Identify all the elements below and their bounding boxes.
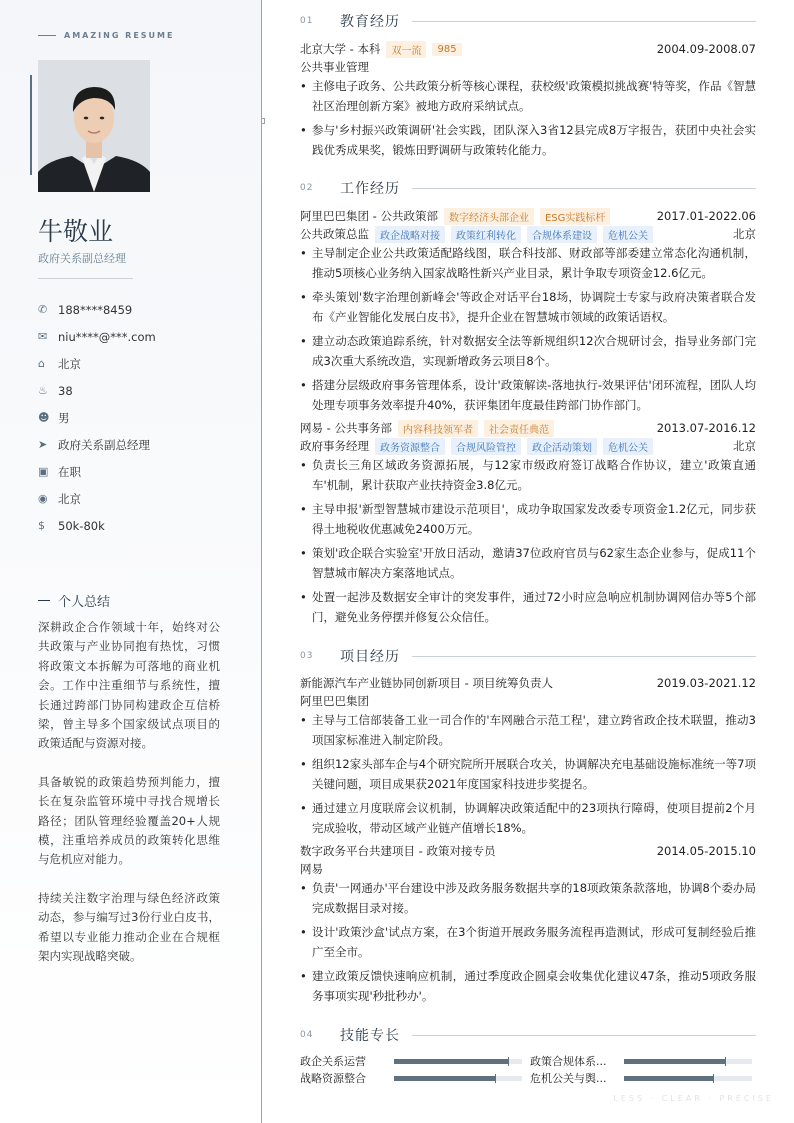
skill-bar-fill [624,1076,714,1081]
info-age [38,377,156,404]
summary-heading-text: 个人总结 [58,595,111,610]
role-tag: 政企活动策划 [527,438,597,455]
info-salary [38,512,156,539]
skill-label: 政策合规体系... [530,1055,607,1068]
list-item: • 组织12家头部车企与4个研究院所开展联合攻关，协调解决充电基础设施标准统一等7项关键问题，项目成果获2021年度国家科技进步奖提名。 [300,754,756,794]
education-date: 2004.09-2008.07 [656,42,756,56]
project-date: 2019.03-2021.12 [656,676,756,690]
job-tag: 数字经济头部企业 [444,208,534,225]
role-tag: 政策红利转化 [451,226,521,243]
role-tag: 政务资源整合 [375,438,445,455]
education-tag: 双一流 [386,41,426,58]
summary-heading [38,591,110,610]
list-item: • 通过建立月度联席会议机制，协调解决政策适配中的23项执行障碍，使项目提前2个月完成验收，带动区域产业链产值增长18%。 [300,798,756,838]
role-tag: 合规体系建设 [527,226,597,243]
education-tag: 985 [432,43,461,56]
skill-item [300,1070,522,1086]
skill-bar-fill [394,1059,509,1064]
mail-icon: ✉ [38,330,48,343]
info-gender [38,404,156,431]
section-divider [412,188,756,189]
job-tag: 社会责任典范 [484,420,554,437]
job-bullets [300,243,756,419]
project-bullets [300,710,756,842]
job-company: 网易 - 公共事务部 [300,421,392,435]
phone-icon: ✆ [38,303,48,316]
project-name: 数字政务平台共建项目 - 政策对接专员 [300,844,496,858]
job-date: 2017.01-2022.06 [656,209,756,223]
role-tag: 政企战略对接 [375,226,445,243]
list-item: • 设计'政策沙盒'试点方案，在3个街道开展政务服务流程再造测试，形成可复制经验后推广至全市。 [300,922,756,962]
skill-item [300,1053,522,1069]
info-text: niu****@***.com [58,329,156,344]
profile-name: 牛敬业 [38,217,114,246]
job-header-row [300,207,756,225]
list-item: • 负责'一网通办'平台建设中涉及政务服务数据共享的18项政策条款落地，协调8个委办局完成数据目录对接。 [300,878,756,918]
education-school: 北京大学 - 本科 [300,42,381,56]
job-role: 政府事务经理 [300,439,369,453]
summary-body [38,618,220,986]
list-item: • 处置一起涉及数据安全审计的突发事件，通过72小时应急响应机制协调网信办等5个部门，避免业务停摆并修复公众信任。 [300,587,756,627]
contact-info-list [38,296,156,539]
skill-bar [624,1076,752,1081]
info-text: 政府关系副总经理 [58,437,150,452]
info-text: 北京 [58,356,81,371]
briefcase-icon: ▣ [38,465,49,478]
cake-icon: ♨ [38,384,48,397]
skill-label: 危机公关与舆... [530,1072,607,1085]
skill-bar-cap [495,1074,496,1083]
list-item: • 参与'乡村振兴政策调研'社会实践，团队深入3省12县完成8万字报告，获团中央社会实践优秀成果奖，锻炼田野调研与政策转化能力。 [300,120,756,160]
list-item: • 建立政策反馈快速响应机制，通过季度政企圆桌会收集优化建议47条，推动5项政务服务事项实现'秒批秒办'。 [300,966,756,1006]
info-text: 188****8459 [58,302,133,317]
section-title: 工作经历 [340,181,400,197]
brand-text: AMAZING RESUME [64,31,175,40]
skill-item [530,1070,752,1086]
job-role-row [300,437,756,455]
project-bullets [300,878,756,1010]
skill-bar-cap [725,1057,726,1066]
list-item: • 主修电子政务、公共政策分析等核心课程，获校级'政策模拟挑战赛'特等奖，作品《智慧社区治理创新方案》被地方政府采纳试点。 [300,76,756,116]
salary-icon: $ [38,519,45,532]
info-location [38,485,156,512]
skill-label: 战略资源整合 [300,1072,366,1085]
job-city: 北京 [733,227,756,241]
brand-label [38,31,174,40]
info-phone [38,296,156,323]
brand-line [38,35,56,36]
section-projects-header [300,646,756,666]
role-tag: 合规风险管控 [451,438,521,455]
watermark-text: LESS · CLEAR · PRECISE [613,1094,774,1103]
skill-bar [394,1059,522,1064]
section-divider [412,656,756,657]
info-hometown [38,350,156,377]
education-major: 公共事业管理 [300,60,369,74]
skill-bar-fill [394,1076,496,1081]
section-work-header [300,178,756,198]
summary-paragraph: 具备敏锐的政策趋势预判能力，擅长在复杂监管环境中寻找合规增长路径；团队管理经验覆盖20+人规模，注重培养成员的政策转化思维与危机应对能力。 [38,774,220,867]
project-org-row [300,860,756,878]
education-row [300,40,756,58]
profile-title: 政府关系副总经理 [38,252,126,265]
summary-heading-line [38,600,50,601]
list-item: • 主导申报'新型智慧城市建设示范项目'，成功争取国家发改委专项资金1.2亿元，同步获得土地税收优惠减免2400万元。 [300,499,756,539]
skill-bar [624,1059,752,1064]
skill-label: 政企关系运营 [300,1055,366,1068]
skill-bar [394,1076,522,1081]
info-text: 50k-80k [58,518,105,533]
section-title: 教育经历 [340,14,400,30]
sidebar-edge-marker [261,118,265,124]
job-tag: ESG实践标杆 [540,208,610,225]
list-item: • 负责长三角区域政务资源拓展，与12家市级政府签订战略合作协议，建立'政策直通车'机制，累计获取产业扶持资金3.8亿元。 [300,455,756,495]
section-number: 04 [300,1030,314,1040]
project-date: 2014.05-2015.10 [656,844,756,858]
education-major-row [300,58,756,76]
job-city: 北京 [733,439,756,453]
name-divider [38,278,133,279]
location-icon: ◉ [38,492,48,505]
sidebar [0,0,262,1123]
section-number: 03 [300,651,314,661]
section-skills-header [300,1025,756,1045]
job-company: 阿里巴巴集团 - 公共政策部 [300,209,438,223]
job-tag: 内容科技领军者 [398,420,478,437]
info-text: 在职 [58,464,81,479]
info-text: 男 [58,410,70,425]
section-divider [412,1035,756,1036]
section-number: 02 [300,183,314,193]
list-item: • 策划'政企联合实验室'开放日活动，邀请37位政府官员与62家生态企业参与，促成11个智慧城市解决方案落地试点。 [300,543,756,583]
skill-bar-fill [624,1059,726,1064]
summary-paragraph: 持续关注数字治理与绿色经济政策动态，参与编写过3份行业白皮书，希望以专业能力推动企业在合规框架内实现战略突破。 [38,890,220,964]
project-org-row [300,692,756,710]
avatar-illustration [38,60,150,192]
info-text: 38 [58,383,73,398]
skill-item [530,1053,752,1069]
job-role-row [300,225,756,243]
project-name: 新能源汽车产业链协同创新项目 - 项目统筹负责人 [300,676,553,690]
job-bullets [300,455,756,631]
job-date: 2013.07-2016.12 [656,421,756,435]
section-title: 项目经历 [340,649,400,665]
role-tag: 危机公关 [603,226,653,243]
list-item: • 主导与工信部装备工业一司合作的'车网融合示范工程'，建立跨省政企技术联盟，推动3项国家标准进入制定阶段。 [300,710,756,750]
list-item: • 牵头策划'数字治理创新峰会'等政企对话平台18场，协调院士专家与政府决策者联合发布《产业智能化发展白皮书》，提升企业在智慧城市领域的政策话语权。 [300,287,756,327]
project-header-row [300,842,756,860]
photo-accent-bar [30,75,32,175]
home-icon: ⌂ [38,357,45,370]
job-role: 公共政策总监 [300,227,369,241]
section-education-header [300,11,756,31]
summary-paragraph: 深耕政企合作领域十年，始终对公共政策与产业协同抱有热忱，习惯将政策文本拆解为可落地的商业机会。工作中注重细节与系统性，擅长通过跨部门协同构建政企互信桥梁，曾主导多个国家级试点项目的政策适配与资源对接。 [38,620,220,751]
gender-icon: ☻ [38,411,50,424]
skill-bar-cap [508,1057,509,1066]
role-tag: 危机公关 [603,438,653,455]
list-item: • 主导制定企业公共政策适配路线图，联合科技部、财政部等部委建立常态化沟通机制，推动5项核心业务纳入国家战略性新兴产业目录，累计争取专项资金12.6亿元。 [300,243,756,283]
project-org: 网易 [300,862,323,876]
job-header-row [300,419,756,437]
skill-bar-cap [713,1074,714,1083]
section-title: 技能专长 [340,1028,400,1044]
list-item: • 搭建分层级政府事务管理体系，设计'政策解读-落地执行-效果评估'闭环流程，团队人均处理专项事务效率提升40%，获评集团年度最佳跨部门协作部门。 [300,375,756,415]
info-status [38,458,156,485]
info-email [38,323,156,350]
list-item: • 建立动态政策追踪系统，针对数据安全法等新规组织12次合规研讨会，指导业务部门完成3次重大系统改造，实现新增政务云项目8个。 [300,331,756,371]
section-number: 01 [300,16,314,26]
section-divider [412,21,756,22]
project-org: 阿里巴巴集团 [300,694,369,708]
education-bullets [300,76,756,164]
send-icon: ➤ [38,438,48,451]
project-header-row [300,674,756,692]
info-text: 北京 [58,491,81,506]
info-target-position [38,431,156,458]
profile-photo [38,60,150,192]
